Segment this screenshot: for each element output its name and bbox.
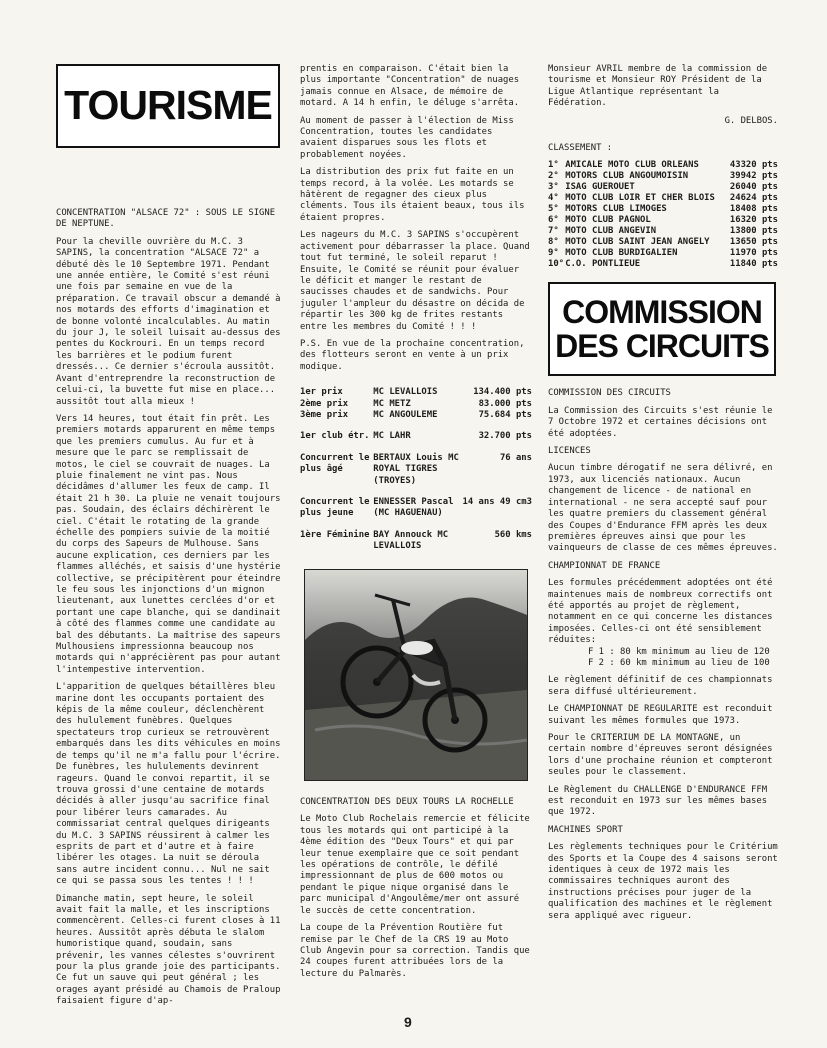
article-paragraph: La coupe de la Prévention Routière fut remise par le Chef de la CRS 19 au Moto Club Angevin pour sa correction. Tandis que 24 coupes furent attribuées lors de la lecture du Palmarès. bbox=[300, 923, 536, 979]
photo-caption: CONCENTRATION DES DEUX TOURS LA ROCHELLE bbox=[300, 797, 514, 808]
prize-name: MC LAHR bbox=[373, 431, 411, 442]
article-paragraph: La Commission des Circuits s'est réunie le 7 Octobre 1972 et certaines décisions ont été adoptées. bbox=[548, 405, 778, 439]
rank-row bbox=[548, 182, 778, 193]
rank-row bbox=[548, 204, 778, 215]
prize-name: ENNESSER Pascal (MC HAGUENAU) bbox=[373, 497, 454, 519]
prize-value: 83.000 pts bbox=[478, 398, 532, 409]
commission-title-box bbox=[548, 282, 776, 376]
formula-line: F 1 : 80 km minimum au lieu de 120 bbox=[588, 646, 770, 657]
column-3 bbox=[548, 64, 784, 928]
article-paragraph: Aucun timbre dérogatif ne sera délivré, en 1973, aux licenciés nationaux. Aucun changement de licence - de national en international - ne sera accepté sauf pour les quatre premiers du classement général des Coupes d'Endurance FFM après les deux premières épreuves ainsi que pour les vainqueurs de classe de ces mêmes épreuves. bbox=[548, 463, 778, 554]
article-paragraph: prentis en comparaison. C'était bien la plus importante "Concentration" de nuages jamais connue en Alsace, de mémoire de motard. A 14 h enfin, le déluge s'arrêta. bbox=[300, 64, 525, 109]
classement-table bbox=[548, 160, 778, 270]
prize-value: 14 ans 49 cm3 bbox=[462, 497, 532, 507]
rank-row bbox=[548, 193, 778, 204]
rank-points: 39942 pts bbox=[729, 171, 778, 182]
prize-value: 560 kms bbox=[494, 529, 532, 540]
rank-club: AMICALE MOTO CLUB ORLEANS bbox=[565, 160, 699, 171]
article-paragraph: Le CHAMPIONNAT DE REGULARITE est reconduit suivant les mêmes formules que 1973. bbox=[548, 704, 778, 726]
rank-club: MOTO CLUB SAINT JEAN ANGELY bbox=[565, 237, 710, 248]
article-paragraph: Le Règlement du CHALLENGE D'ENDURANCE FFM est reconduit en 1973 sur les mêmes bases que 1972. bbox=[548, 784, 773, 818]
rank-club: ISAG GUEROUET bbox=[565, 182, 635, 193]
rank-points: 26040 pts bbox=[729, 182, 778, 193]
rank-club: C.O. PONTLIEUE bbox=[565, 259, 641, 270]
article-paragraph: Le Moto Club Rochelais remercie et félicite tous les motards qui ont participé à la 4ème édition des "Deux Tours" et qui par leur tenue exemplaire que ce soit pendant les opérations de contrôle, le défilé impressionnant de plus de 600 motos ou pendant le pique nique organisé dans le parc municipal d'Angoulême/mer ont assuré le succès de cette concentration. bbox=[300, 814, 536, 916]
rank-club: MOTORS CLUB LIMOGES bbox=[565, 204, 667, 215]
classement-heading: CLASSEMENT : bbox=[548, 143, 613, 154]
rank-position: 8° bbox=[548, 237, 559, 248]
prize-row bbox=[300, 410, 532, 421]
prize-row bbox=[300, 399, 532, 410]
rank-position: 6° bbox=[548, 215, 559, 226]
prize-label: 1er club étr. bbox=[300, 431, 370, 442]
rank-points: 13800 pts bbox=[729, 226, 778, 237]
rank-row bbox=[548, 248, 778, 259]
rank-row bbox=[548, 160, 778, 171]
motorcycle-photo bbox=[304, 569, 528, 781]
rank-position: 5° bbox=[548, 204, 559, 215]
article-paragraph: Les règlements techniques pour le Critérium des Sports et la Coupe des 4 saisons seront identiques à ceux de 1972 mais les commissaires techniques auront des instructions précises pour juger de la qualification des machines et le règlement sera appliqué avec rigueur. bbox=[548, 842, 784, 921]
ps-paragraph: P.S. En vue de la prochaine concentration, des flotteurs seront en vente à un prix modique. bbox=[300, 338, 530, 372]
prize-name: MC LEVALLOIS bbox=[373, 387, 438, 398]
prize-label: Concurrent le plus jeune bbox=[300, 497, 370, 519]
rank-row bbox=[548, 171, 778, 182]
article-paragraph: Les nageurs du M.C. 3 SAPINS s'occupèrent activement pour débarrasser la place. Quand tout fut terminé, le soleil reparut ! Ensuite, le Comité se réunit pour évaluer le déficit et manger le restant de saucisses chaudes et de sandwichs. Pour juguler l'ampleur du désastre on décida de répartir les 300 kg de frites restants entre les membres du Comité ! ! ! bbox=[300, 230, 536, 332]
alsace-subheading: CONCENTRATION "ALSACE 72" : SOUS LE SIGNE DE NEPTUNE. bbox=[56, 208, 281, 230]
article-paragraph: Pour la cheville ouvrière du M.C. 3 SAPINS, la concentration "ALSACE 72" a débuté dès le 10 Septembre 1971. Pendant une année entière, le Comité s'est réuni une fois par semaine en vue de la préparation. Ce travail obscur a demandé à nos motards des efforts d'imagination et de bonne volonté incalculables. Au matin du jour J, le soleil luisait au-dessus des pentes du Kockrouri. En un temps record les barrières et le podium furent dressés... Ce dernier s'écroula aussitôt. Avant d'entreprendre la reconstruction de celui-ci, la buvette fut mise en place... aussitôt tout alla mieux ! bbox=[56, 236, 286, 407]
rank-club: MOTORS CLUB ANGOUMOISIN bbox=[565, 171, 689, 182]
prize-row bbox=[300, 520, 532, 553]
tourisme-title: TOURISME bbox=[64, 82, 272, 129]
rank-points: 16320 pts bbox=[729, 215, 778, 226]
prize-value: 134.400 pts bbox=[473, 387, 532, 398]
prize-label: 1ère Féminine bbox=[300, 529, 370, 540]
rank-position: 4° bbox=[548, 193, 559, 204]
formula-line: F 2 : 60 km minimum au lieu de 100 bbox=[588, 657, 770, 668]
rank-position: 7° bbox=[548, 226, 559, 237]
prize-label: 1er prix bbox=[300, 387, 343, 398]
column-1 bbox=[56, 64, 286, 1014]
prize-table bbox=[300, 387, 532, 552]
prize-name: MC METZ bbox=[373, 398, 411, 409]
prize-value: 32.700 pts bbox=[478, 431, 532, 442]
prize-row bbox=[300, 487, 532, 520]
rank-club: MOTO CLUB BURDIGALIEN bbox=[565, 248, 678, 259]
section-heading: MACHINES SPORT bbox=[548, 824, 623, 835]
article-paragraph: Monsieur AVRIL membre de la commission de tourisme et Monsieur ROY Président de la Ligue Atlantique représentant la Fédération. bbox=[548, 64, 773, 109]
article-paragraph: Vers 14 heures, tout était fin prêt. Les premiers motards apparurent en même temps que les premiers cumulus. Au fur et à mesure que le parc se remplissait de motos, le ciel se couvrait de nuages. La pluie finalement ne vint pas. Nous décidâmes d'allumer les feux de camp. Il était 21 h 30. La pluie ne venait toujours pas. Soudain, des éclairs déchirèrent le ciel. C'était le rotating de la grande échelle des pompiers suivie de la moitié du corps des Sapeurs de Mulhouse. Sans aucune explication, ces derniers par les flammes alléchés, et saisis d'une hystérie collective, se précipitèrent pour éteindre le feu sous les injonctions d'un mignon lieutenant, aux lunettes cerclées d'or et portant une cape blanche, qui se dandinait à côté des flammes comme une candidate au bal des débutants. La maîtrise des sapeurs Mulhousiens impressionna beaucoup nos motards qui n'apprécièrent pas pour autant l'intempestive intervention. bbox=[56, 413, 286, 675]
rank-position: 2° bbox=[548, 171, 559, 182]
prize-name: BERTAUX Louis MC ROYAL TIGRES (TROYES) bbox=[373, 452, 459, 486]
section-heading: COMMISSION DES CIRCUITS bbox=[548, 388, 671, 399]
rank-row bbox=[548, 237, 778, 248]
rank-points: 24624 pts bbox=[729, 193, 778, 204]
rank-club: MOTO CLUB ANGEVIN bbox=[565, 226, 657, 237]
prize-name: MC ANGOULEME bbox=[373, 409, 438, 420]
prize-label: 3ème prix bbox=[300, 409, 349, 420]
prize-row bbox=[300, 421, 532, 442]
prize-label: Concurrent le plus âgé bbox=[300, 452, 370, 475]
article-paragraph: Le règlement définitif de ces championnats sera diffusé ultérieurement. bbox=[548, 675, 778, 697]
prize-value: 75.684 pts bbox=[478, 409, 532, 420]
rank-position: 9° bbox=[548, 248, 559, 259]
section-heading: LICENCES bbox=[548, 446, 591, 457]
rank-points: 13650 pts bbox=[729, 237, 778, 248]
page-number: 9 bbox=[404, 1014, 412, 1030]
article-paragraph: L'apparition de quelques bétaillères bleu marine dont les occupants portaient des képis de la même couleur, déclenchèrent des hululement funèbres. Quelques spectateurs trop curieux se retrouvèrent embarqués dans les dits véhicules en moins de temps qu'il ne m'a fallu pour l'écrire. De funèbres, les hululements devinrent rageurs. Quand le convoi repartit, il se trouva grossi d'une centaine de motards décidés à aller jusqu'au sacrifice final pour libérer leurs camarades. Au commissariat central quelques dirigeants du M.C. 3 SAPINS réussirent à calmer les esprits de part et d'autre et à faire libérer les otages. La nuit se déroula sans autre incident connu... Nul ne sait ce qui se passa sous les tentes ! ! ! bbox=[56, 682, 286, 887]
prize-label: 2ème prix bbox=[300, 398, 349, 409]
rank-points: 43320 pts bbox=[729, 160, 778, 171]
rank-club: MOTO CLUB PAGNOL bbox=[565, 215, 651, 226]
article-paragraph: La distribution des prix fut faite en un temps record, à la volée. Les motards se hâtèrent de regagner des cieux plus cléments. Tous ils étaient beaux, tous ils étaient propres. bbox=[300, 167, 530, 223]
rank-position: 3° bbox=[548, 182, 559, 193]
commission-title: COMMISSION DES CIRCUITS bbox=[555, 294, 769, 365]
prize-name: BAY Annouck MC LEVALLOIS bbox=[373, 529, 449, 552]
rank-position: 10° bbox=[548, 259, 565, 270]
rank-position: 1° bbox=[548, 160, 559, 171]
column-2 bbox=[300, 64, 536, 986]
rank-club: MOTO CLUB LOIR ET CHER BLOIS bbox=[565, 193, 715, 204]
prize-row bbox=[300, 387, 532, 398]
signature: G. DELBOS. bbox=[724, 115, 778, 126]
article-paragraph: Au moment de passer à l'élection de Miss Concentration, toutes les candidates avaient disparues sous les flots et probablement noyées. bbox=[300, 115, 520, 160]
rank-row bbox=[548, 226, 778, 237]
tourisme-title-box bbox=[56, 64, 280, 148]
rank-points: 11970 pts bbox=[729, 248, 778, 259]
rank-row bbox=[548, 259, 778, 270]
rank-points: 18408 pts bbox=[729, 204, 778, 215]
rank-row bbox=[548, 215, 778, 226]
prize-row bbox=[300, 443, 532, 487]
article-paragraph: Dimanche matin, sept heure, le soleil avait fait la malle, et les inscriptions commencèrent. Celles-ci furent closes à 11 heures. Aussitôt après débuta le slalom humoristique quand, soudain, sans prévenir, les vannes célestes s'ouvrirent pour la plus grande joie des participants. Ce fut un sauve qui peut général ; les orages ayant présidé au Chamois de Praloup faisaient figure d'ap- bbox=[56, 893, 286, 1007]
article-paragraph: Les formules précédemment adoptées ont été maintenues mais de nombreux correctifs ont été apportés au projet de règlement, notamment en ce qui concerne les distances imposées. Celles-ci ont été sensiblement réduites: bbox=[548, 578, 778, 646]
prize-value: 76 ans bbox=[499, 452, 532, 463]
section-heading: CHAMPIONNAT DE FRANCE bbox=[548, 560, 661, 571]
article-paragraph: Pour le CRITERIUM DE LA MONTAGNE, un certain nombre d'épreuves seront désignées lors d'une prochaine réunion et compteront seules pour le classement. bbox=[548, 733, 778, 778]
rank-points: 11840 pts bbox=[729, 259, 778, 270]
